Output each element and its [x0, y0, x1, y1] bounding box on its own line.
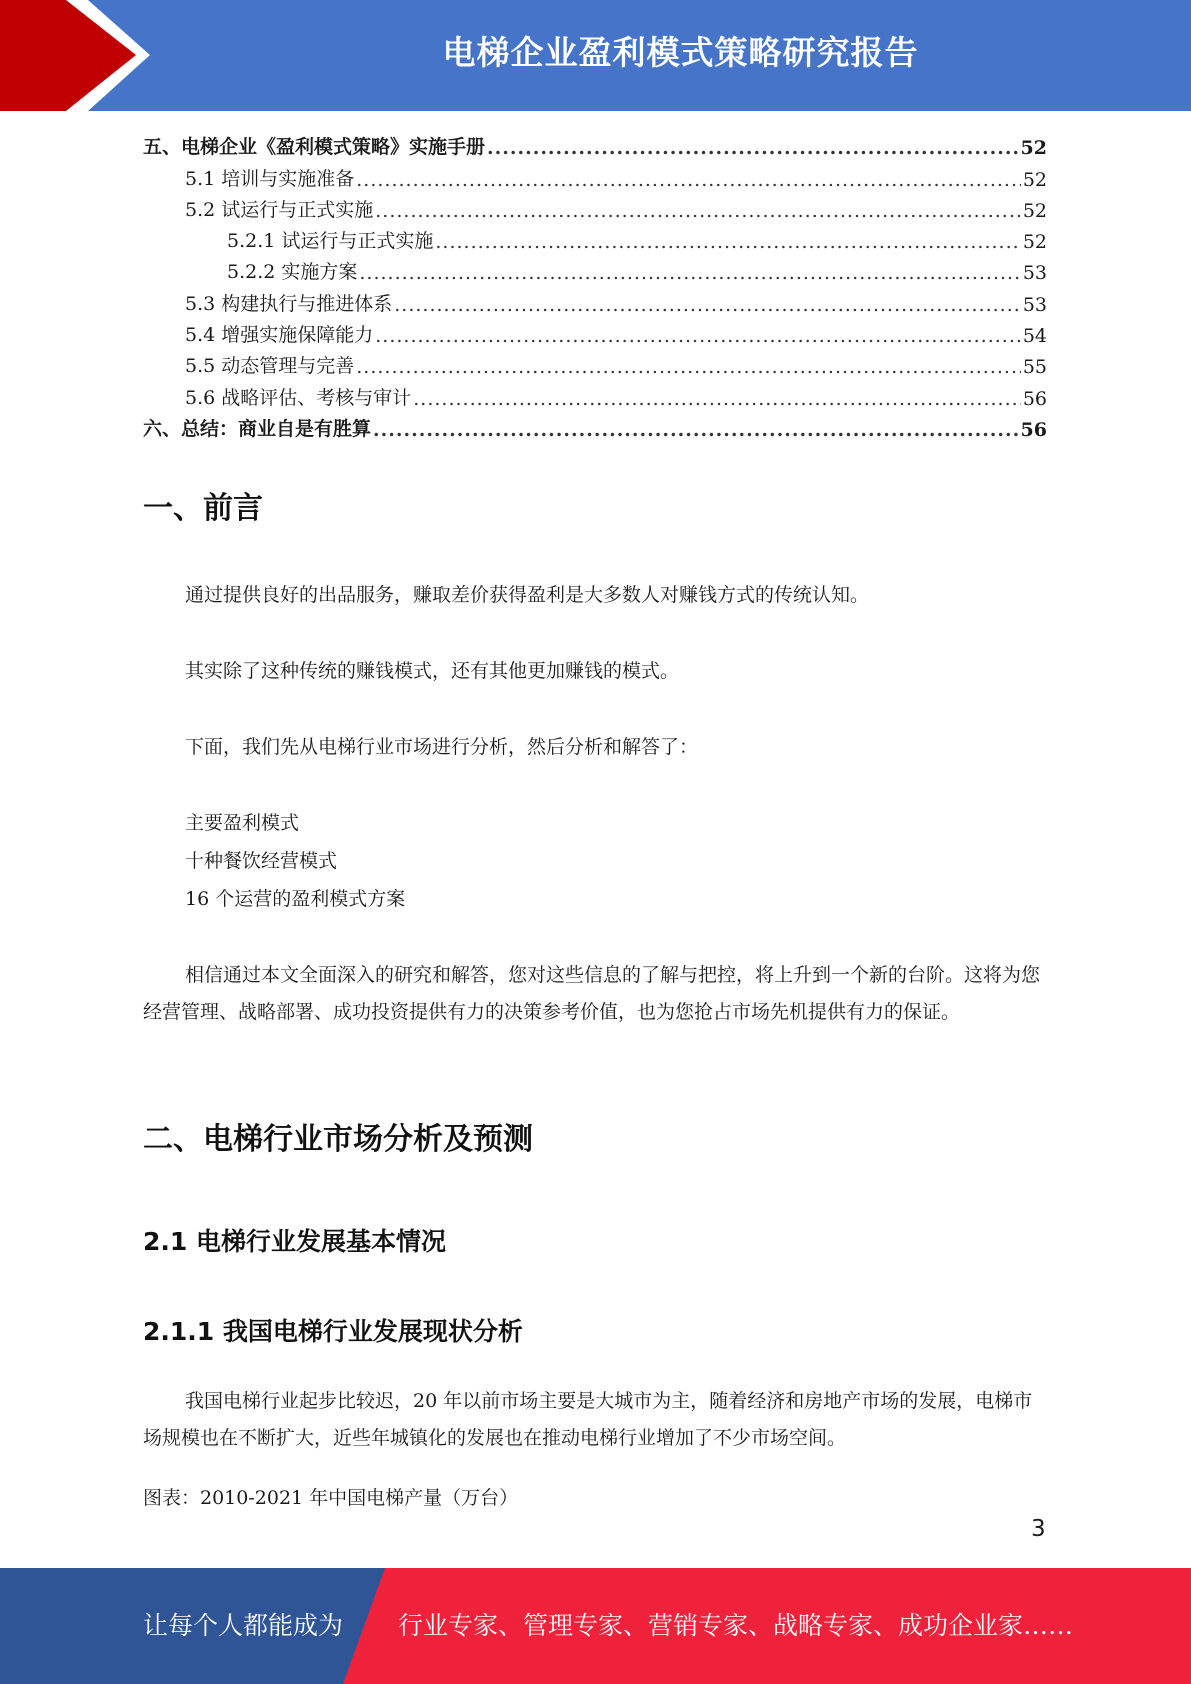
toc-entry[interactable]: [143, 284, 1047, 315]
toc-entry[interactable]: [143, 222, 1047, 253]
toc-entry[interactable]: [143, 410, 1047, 441]
page-footer: [0, 1568, 1191, 1684]
toc-leader: [394, 294, 1021, 316]
toc-page: 53: [1022, 262, 1047, 285]
toc-page: 56: [1022, 387, 1047, 410]
toc-leader: [359, 262, 1020, 284]
toc-entry[interactable]: [143, 378, 1047, 409]
toc-label: 六、总结：商业自是有胜算: [143, 417, 372, 440]
list-item: 16 个运营的盈利模式方案: [185, 888, 406, 910]
list-item: 十种餐饮经营模式: [185, 850, 338, 872]
paragraph: 通过提供良好的出品服务，赚取差价获得盈利是大多数人对赚钱方式的传统认知。: [185, 584, 870, 606]
paragraph: 我国电梯行业起步比较迟，20 年以前市场主要是大城市为主，随着经济和房地产市场的发展，电梯市场规模也在不断扩大，近些年城镇化的发展也在推动电梯行业增加了不少市场空间。: [143, 1390, 1033, 1449]
toc-leader: [435, 231, 1020, 253]
figure-caption: 图表：2010-2021 年中国电梯产量（万台）: [143, 1487, 519, 1509]
toc-entry[interactable]: [143, 347, 1047, 378]
toc-page: 52: [1020, 137, 1047, 160]
toc-page: 56: [1020, 418, 1047, 441]
toc-page: 52: [1022, 231, 1047, 254]
toc-entry[interactable]: [143, 128, 1047, 159]
footer-slogan-right: 行业专家、管理专家、营销专家、战略专家、成功企业家……: [398, 1611, 1074, 1640]
toc-label: 5.5 动态管理与完善: [185, 355, 355, 378]
toc-entry[interactable]: [143, 316, 1047, 347]
section-heading-preface: 一、前言: [143, 491, 263, 526]
list-item: 主要盈利模式: [185, 812, 300, 834]
subsection-heading: 2.1 电梯行业发展基本情况: [143, 1227, 446, 1256]
toc-label: 5.3 构建执行与推进体系: [185, 292, 393, 315]
header-chevron-red: [0, 0, 138, 111]
toc-page: 54: [1022, 325, 1047, 348]
toc-label: 5.2.1 试运行与正式实施: [227, 230, 434, 253]
toc-label: 5.4 增强实施保障能力: [185, 324, 374, 347]
toc-leader: [356, 356, 1021, 378]
page-header: [0, 0, 1191, 111]
toc-leader: [375, 325, 1021, 347]
toc-leader: [356, 169, 1021, 191]
toc-page: 52: [1022, 168, 1047, 191]
toc-leader: [375, 200, 1021, 222]
toc-label: 5.1 培训与实施准备: [185, 167, 355, 190]
toc-leader: [487, 137, 1019, 159]
paragraph: 其实除了这种传统的赚钱模式，还有其他更加赚钱的模式。: [185, 660, 680, 682]
bullet-list: [185, 805, 405, 919]
table-of-contents: [143, 128, 1047, 441]
page-number: 3: [1031, 1516, 1046, 1542]
report-title: 电梯企业盈利模式策略研究报告: [442, 33, 919, 72]
toc-page: 52: [1022, 199, 1047, 222]
toc-leader: [373, 419, 1019, 441]
toc-leader: [413, 388, 1021, 410]
subsection-heading: 2.1.1 我国电梯行业发展现状分析: [143, 1317, 523, 1346]
toc-page: 55: [1022, 356, 1047, 379]
toc-label: 5.6 战略评估、考核与审计: [185, 386, 412, 409]
paragraph: 相信通过本文全面深入的研究和解答，您对这些信息的了解与把控，将上升到一个新的台阶。这将为您经营管理、战略部署、成功投资提供有力的决策参考价值，也为您抢占市场先机提供有力的保证。: [143, 964, 1041, 1023]
toc-entry[interactable]: [143, 253, 1047, 284]
toc-entry[interactable]: [143, 159, 1047, 190]
section-heading-market: 二、电梯行业市场分析及预测: [143, 1122, 533, 1157]
toc-label: 5.2 试运行与正式实施: [185, 198, 374, 221]
toc-label: 五、电梯企业《盈利模式策略》实施手册: [143, 136, 486, 159]
footer-slogan-left: 让每个人都能成为: [143, 1611, 344, 1640]
toc-page: 53: [1022, 293, 1047, 316]
toc-label: 5.2.2 实施方案: [227, 261, 358, 284]
paragraph: 下面，我们先从电梯行业市场进行分析，然后分析和解答了：: [185, 736, 699, 758]
toc-entry[interactable]: [143, 191, 1047, 222]
